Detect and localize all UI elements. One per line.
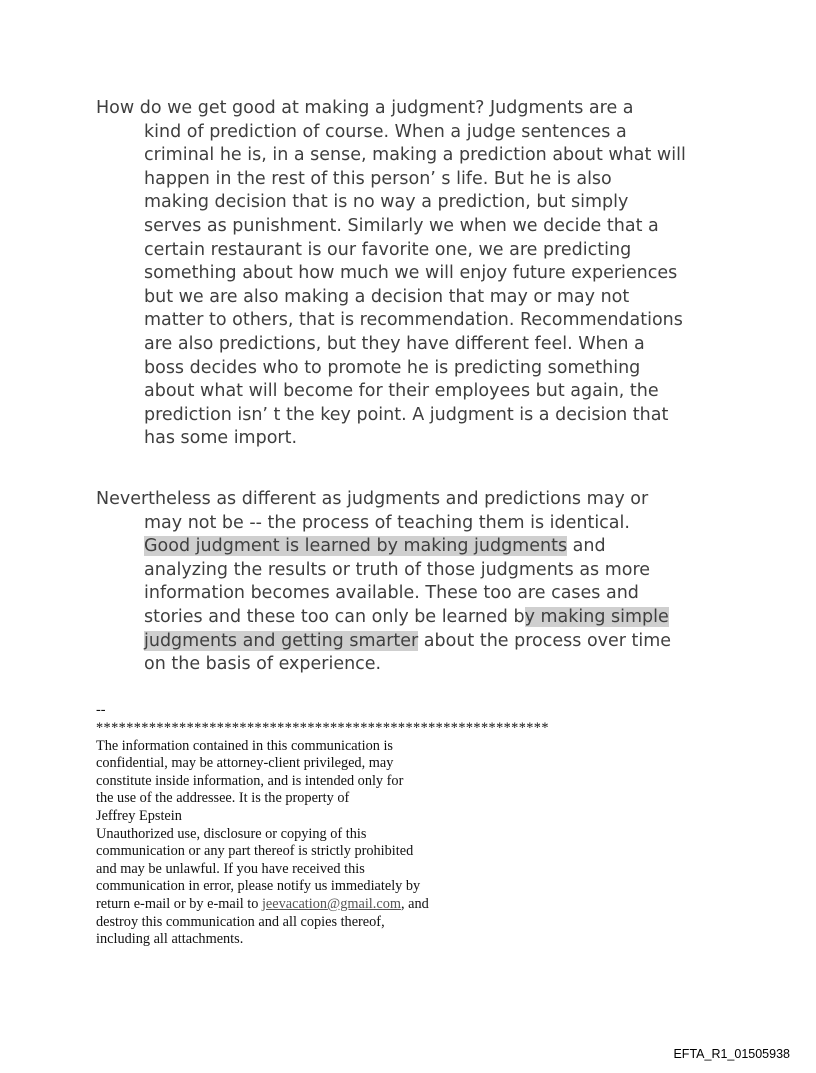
footer-line: confidential, may be attorney-client privileged, may <box>96 755 394 772</box>
paragraph-teaching <box>96 488 676 677</box>
footer-line: communication in error, please notify us immediately by <box>96 878 421 895</box>
paragraph-line: analyzing the results or truth of those judgments as more <box>144 559 651 580</box>
paragraph-line <box>96 535 676 559</box>
line-text: and <box>567 536 606 557</box>
footer-line: including all attachments. <box>96 931 244 948</box>
paragraph-line: kind of prediction of course. When a judge sentences a <box>144 121 627 142</box>
footer-line: The information contained in this communication is <box>96 737 393 754</box>
highlighted-text: y making simple <box>524 606 669 627</box>
paragraph-judgment <box>96 97 686 451</box>
footer-text: , and <box>400 895 429 912</box>
paragraph-line: criminal he is, in a sense, making a prediction about what will <box>144 145 686 166</box>
footer-line: the use of the addressee. It is the property of <box>96 790 350 807</box>
signature-separator: -- <box>96 702 106 718</box>
paragraph-line: has some import. <box>144 428 298 449</box>
footer-line: Jeffrey Epstein <box>96 807 182 824</box>
footer-line <box>96 896 656 914</box>
paragraph-line: prediction isn’ t the key point. A judgment is a decision that <box>144 404 669 425</box>
footer-text: return e-mail or by e-mail to <box>96 895 262 912</box>
footer-line: Unauthorized use, disclosure or copying of this <box>96 825 367 842</box>
paragraph-line: certain restaurant is our favorite one, we are predicting <box>144 239 632 260</box>
paragraph-line: about what will become for their employees but again, the <box>144 381 659 402</box>
paragraph-line: but we are also making a decision that may or may not <box>144 286 630 307</box>
paragraph-line: boss decides who to promote he is predicting something <box>144 357 641 378</box>
paragraph-line: making decision that is no way a prediction, but simply <box>144 192 629 213</box>
paragraph-line: on the basis of experience. <box>144 654 382 675</box>
paragraph-line: serves as punishment. Similarly we when we decide that a <box>144 215 659 236</box>
footer-line: communication or any part thereof is strictly prohibited <box>96 843 414 860</box>
confidentiality-footer <box>96 702 656 949</box>
paragraph-line: Nevertheless as different as judgments and predictions may or <box>96 489 649 509</box>
paragraph-line: matter to others, that is recommendation. Recommendations <box>144 310 683 331</box>
paragraph-line: something about how much we will enjoy future experiences <box>144 263 678 284</box>
paragraph-line: information becomes available. These too are cases and <box>144 583 639 604</box>
line-text: stories and these too can only be learned b <box>144 606 525 627</box>
email-link[interactable]: jeevacation@gmail.com <box>261 895 401 912</box>
footer-line: destroy this communication and all copies thereof, <box>96 913 385 930</box>
paragraph-line: How do we get good at making a judgment? Judgments are a <box>96 98 634 118</box>
paragraph-line: are also predictions, but they have different feel. When a <box>144 333 645 354</box>
line-text: about the process over time <box>418 630 672 651</box>
footer-line: constitute inside information, and is intended only for <box>96 772 404 789</box>
paragraph-line <box>96 606 676 630</box>
footer-line: and may be unlawful. If you have received this <box>96 860 365 877</box>
paragraph-line: happen in the rest of this person’ s life. But he is also <box>144 168 612 189</box>
highlighted-text: Good judgment is learned by making judgments <box>144 536 568 557</box>
paragraph-line <box>96 630 676 654</box>
document-id: EFTA_R1_01505938 <box>673 1047 790 1061</box>
asterisk-divider: ************************************************************ <box>96 720 549 736</box>
highlighted-text: judgments and getting smarter <box>144 630 419 651</box>
paragraph-line: may not be -- the process of teaching them is identical. <box>144 512 630 533</box>
